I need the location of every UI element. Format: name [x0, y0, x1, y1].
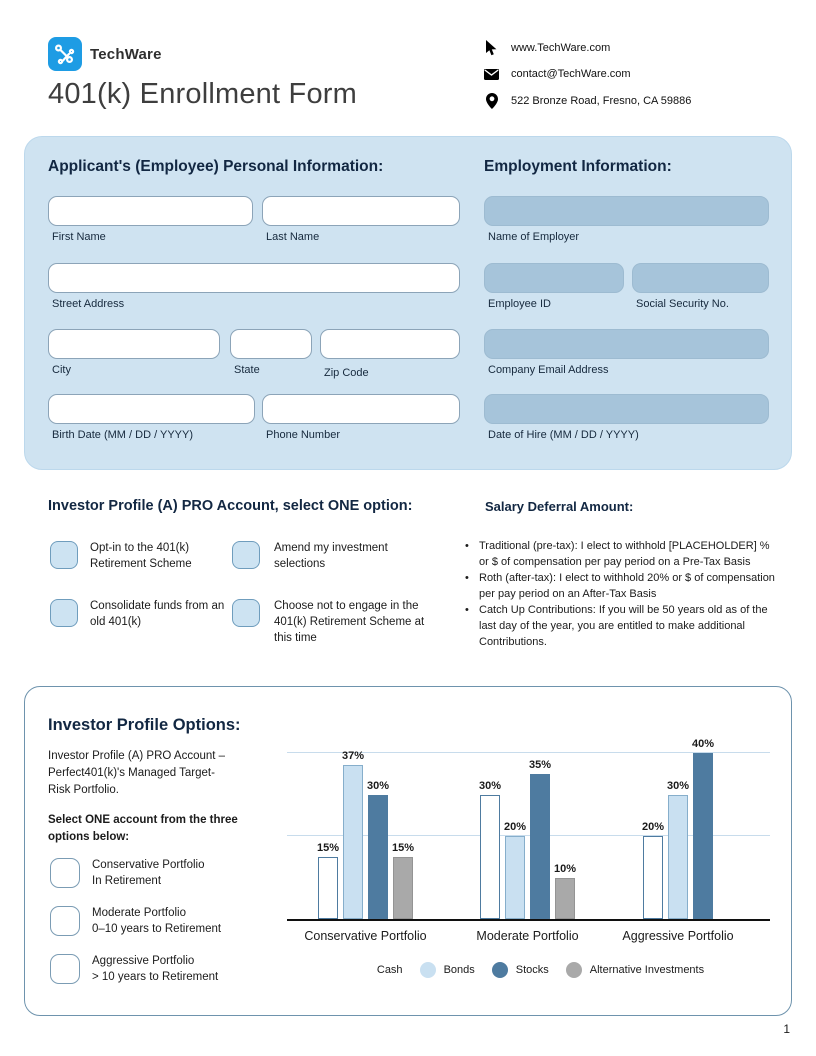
- moderate-title: Moderate Portfolio: [92, 907, 186, 919]
- consolidate-checkbox[interactable]: [50, 599, 78, 627]
- brand-name: TechWare: [90, 46, 162, 63]
- bar-value-label: 30%: [666, 779, 690, 792]
- bar-value-label: 40%: [691, 738, 715, 750]
- bar-value-label: 35%: [528, 758, 552, 771]
- hire-date-input[interactable]: [484, 394, 769, 424]
- bar-value-label: 15%: [316, 841, 340, 854]
- optin-checkbox[interactable]: [50, 541, 78, 569]
- moderate-subtitle: 0–10 years to Retirement: [92, 923, 222, 935]
- birth-date-input[interactable]: [48, 394, 255, 424]
- legend-label: Bonds: [443, 964, 475, 976]
- legend-swatch: [420, 962, 436, 978]
- no-engage-checkbox[interactable]: [232, 599, 260, 627]
- select-one-note: Select ONE account from the three options below:: [48, 814, 238, 843]
- bar-value-label: 15%: [391, 841, 415, 854]
- bar-group-1: [316, 750, 415, 919]
- bar-bonds: [503, 821, 527, 919]
- website-text[interactable]: www.TechWare.com: [511, 42, 611, 54]
- techware-logo-icon: [48, 37, 82, 71]
- legend-swatch: [353, 962, 369, 978]
- email-text[interactable]: contact@TechWare.com: [511, 68, 631, 80]
- investor-profile-heading: Investor Profile (A) PRO Account, select ONE option:: [48, 498, 413, 514]
- street-address-input[interactable]: [48, 263, 460, 293]
- bar-stocks: [691, 738, 715, 919]
- bar-cash: [478, 779, 502, 920]
- bar-value-label: 20%: [503, 821, 527, 833]
- location-pin-icon: [484, 93, 499, 109]
- chart-plot: [287, 735, 770, 943]
- consolidate-label: Consolidate funds from an old 401(k): [90, 600, 225, 628]
- hire-date-label: Date of Hire (MM / DD / YYYY): [488, 429, 639, 441]
- chart-legend: [287, 962, 770, 978]
- no-engage-label: Choose not to engage in the 401(k) Retirement Scheme at this time: [274, 600, 425, 644]
- address-text: 522 Bronze Road, Fresno, CA 59886: [511, 95, 692, 107]
- ssn-input[interactable]: [632, 263, 769, 293]
- bar-stocks: [528, 758, 552, 919]
- page-title: 401(k) Enrollment Form: [48, 78, 357, 110]
- bar-group-2: [478, 758, 577, 919]
- state-label: State: [234, 364, 260, 376]
- last-name-input[interactable]: [262, 196, 460, 226]
- bar-value-label: 20%: [641, 821, 665, 833]
- amend-label: Amend my investment selections: [274, 542, 388, 570]
- bar-value-label: 37%: [341, 750, 365, 763]
- salary-bullet-catchup: • Catch Up Contributions: If you will be 50 years old as of the last day of the year, you are entitled to make additional Contributions.: [462, 602, 780, 650]
- first-name-input[interactable]: [48, 196, 253, 226]
- employer-name-input[interactable]: [484, 196, 769, 226]
- envelope-icon: [484, 66, 499, 82]
- bar-cash: [641, 821, 665, 919]
- legend-label: Cash: [376, 964, 403, 976]
- optin-label: Opt-in to the 401(k) Retirement Scheme: [90, 542, 192, 570]
- aggressive-label: [92, 953, 218, 985]
- conservative-checkbox[interactable]: [50, 858, 80, 888]
- bar-value-label: 30%: [478, 779, 502, 792]
- company-email-label: Company Email Address: [488, 364, 609, 376]
- conservative-title: Conservative Portfolio: [92, 859, 205, 871]
- bar-bonds: [341, 750, 365, 919]
- bar-alternative-investments: [391, 841, 415, 919]
- last-name-label: Last Name: [266, 231, 320, 243]
- aggressive-checkbox[interactable]: [50, 954, 80, 984]
- contact-email: [484, 66, 631, 82]
- phone-number-label: Phone Number: [266, 429, 340, 441]
- personal-info-heading: Applicant's (Employee) Personal Information:: [48, 158, 384, 175]
- employee-id-input[interactable]: [484, 263, 624, 293]
- employer-name-label: Name of Employer: [488, 231, 580, 243]
- zip-code-label: Zip Code: [324, 367, 369, 379]
- legend-swatch: [492, 962, 508, 978]
- page-number: 1: [783, 1022, 790, 1036]
- birth-date-label: Birth Date (MM / DD / YYYY): [52, 429, 193, 441]
- phone-number-input[interactable]: [262, 394, 460, 424]
- moderate-checkbox[interactable]: [50, 906, 80, 936]
- bar-stocks: [366, 779, 390, 920]
- conservative-subtitle: In Retirement: [92, 875, 162, 887]
- bar-value-label: 10%: [553, 862, 577, 875]
- legend-label: Stocks: [515, 964, 549, 976]
- category-label-1: Conservative Portfolio: [304, 929, 427, 943]
- conservative-label: [92, 857, 205, 889]
- aggressive-title: Aggressive Portfolio: [92, 955, 195, 967]
- employment-info-heading: Employment Information:: [484, 158, 672, 175]
- legend-item-alternative-investments: [566, 962, 704, 978]
- contact-website: [484, 40, 610, 56]
- category-label-3: Aggressive Portfolio: [622, 929, 734, 943]
- category-label-2: Moderate Portfolio: [476, 929, 579, 943]
- legend-label: Alternative Investments: [589, 964, 705, 976]
- company-email-input[interactable]: [484, 329, 769, 359]
- employee-id-label: Employee ID: [488, 298, 551, 310]
- bar-value-label: 30%: [366, 779, 390, 792]
- legend-swatch: [566, 962, 582, 978]
- city-input[interactable]: [48, 329, 220, 359]
- circuit-icon: [53, 42, 77, 66]
- investor-options-description: Investor Profile (A) PRO Account – Perfect401(k)'s Managed Target-Risk Portfolio.: [48, 750, 226, 796]
- first-name-label: First Name: [52, 231, 106, 243]
- bar-group-3: [641, 738, 715, 919]
- salary-deferral-heading: Salary Deferral Amount:: [485, 499, 634, 514]
- legend-item-stocks: [492, 962, 549, 978]
- moderate-label: [92, 905, 221, 937]
- salary-bullet-roth: • Roth (after-tax): I elect to withhold 20% or $ of compensation per pay period on an After-Tax Basis: [462, 570, 780, 602]
- legend-item-cash: [353, 962, 403, 978]
- bar-alternative-investments: [553, 862, 577, 920]
- cursor-icon: [484, 40, 499, 56]
- street-address-label: Street Address: [52, 298, 125, 310]
- amend-checkbox[interactable]: [232, 541, 260, 569]
- salary-deferral-list: [462, 538, 780, 650]
- salary-bullet-traditional: • Traditional (pre-tax): I elect to withhold [PLACEHOLDER] % or $ of compensation per pay period on a Pre-Tax Basis: [462, 538, 780, 570]
- ssn-label: Social Security No.: [636, 298, 729, 310]
- bar-bonds: [666, 779, 690, 920]
- aggressive-subtitle: > 10 years to Retirement: [92, 971, 219, 983]
- state-input[interactable]: [230, 329, 312, 359]
- legend-item-bonds: [420, 962, 475, 978]
- investor-options-heading: Investor Profile Options:: [48, 716, 241, 734]
- contact-address: [484, 93, 691, 109]
- bar-cash: [316, 841, 340, 919]
- zip-code-input[interactable]: [320, 329, 460, 359]
- city-label: City: [52, 364, 71, 376]
